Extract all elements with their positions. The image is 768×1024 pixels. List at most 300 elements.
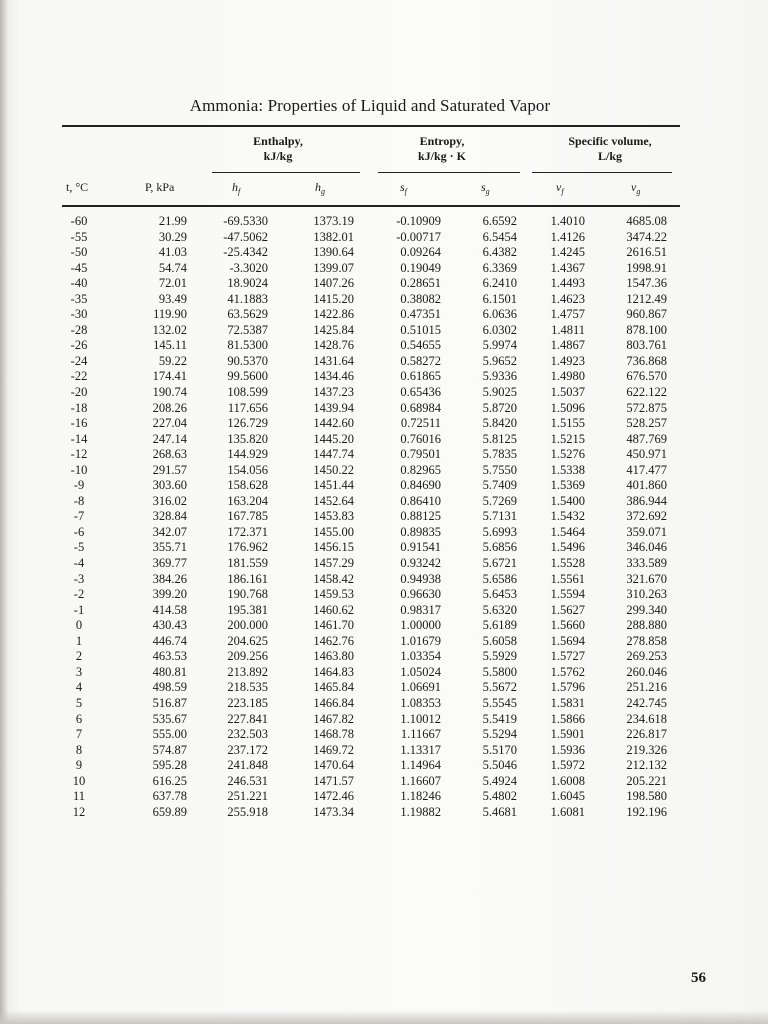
table-cell-hf: -3.3020 (229, 260, 268, 275)
table-row (0, 649, 768, 665)
table-cell-sf: 0.58272 (400, 353, 441, 368)
table-cell-hg: 1467.82 (313, 711, 354, 726)
table-cell-sg: 5.5419 (482, 711, 517, 726)
table-cell-sg: 5.9974 (482, 338, 517, 353)
table-cell-t: -8 (73, 493, 85, 508)
table-cell-hg: 1407.26 (313, 276, 354, 291)
table-cell-sf: 0.84690 (400, 478, 441, 493)
table-cell-p: 555.00 (152, 727, 187, 742)
table-row (0, 494, 768, 510)
table-cell-hf: 186.161 (227, 571, 268, 586)
table-cell-sf: 0.93242 (400, 556, 441, 571)
table-cell-hg: 1464.83 (313, 664, 354, 679)
table-cell-p: 54.74 (158, 260, 187, 275)
table-row (0, 323, 768, 339)
table-cell-hg: 1456.15 (313, 540, 354, 555)
table-cell-hf: 41.1883 (227, 291, 268, 306)
table-cell-vf: 1.5972 (550, 758, 585, 773)
table-row (0, 758, 768, 774)
table-cell-sg: 5.8720 (482, 400, 517, 415)
table-cell-p: 268.63 (152, 447, 187, 462)
table-cell-t: -35 (70, 291, 88, 306)
table-cell-p: 30.29 (158, 229, 187, 244)
table-cell-hg: 1462.76 (313, 633, 354, 648)
table-cell-sf: 1.00000 (400, 618, 441, 633)
table-cell-sg: 5.6058 (482, 633, 517, 648)
table-cell-t: 8 (75, 742, 83, 757)
table-cell-t: -50 (70, 245, 88, 260)
table-cell-hf: 18.9024 (227, 276, 268, 291)
table-row (0, 463, 768, 479)
table-cell-sg: 5.6856 (482, 540, 517, 555)
table-cell-vf: 1.5155 (550, 416, 585, 431)
column-header-sg: $s_g$ (481, 180, 490, 196)
table-cell-sg: 5.7269 (482, 493, 517, 508)
table-cell-sf: 0.88125 (400, 509, 441, 524)
table-cell-t: 2 (75, 649, 83, 664)
table-cell-t: -6 (73, 524, 85, 539)
table-cell-hf: 209.256 (227, 649, 268, 664)
table-row (0, 214, 768, 230)
table-title: Ammonia: Properties of Liquid and Saturated Vapor (189, 96, 551, 115)
table-cell-sg: 6.6592 (482, 214, 517, 228)
table-cell-vf: 1.4010 (550, 214, 585, 228)
table-cell-sg: 5.5294 (482, 727, 517, 742)
table-cell-vg: 401.860 (626, 478, 667, 493)
table-cell-hg: 1466.84 (313, 695, 354, 710)
table-cell-hg: 1439.94 (313, 400, 354, 415)
table-cell-p: 328.84 (152, 509, 187, 524)
table-cell-hg: 1460.62 (313, 602, 354, 617)
table-cell-p: 637.78 (152, 789, 187, 804)
table-cell-vg: 487.769 (626, 431, 667, 446)
table-row (0, 556, 768, 572)
table-cell-sg: 6.4382 (482, 245, 517, 260)
table-cell-p: 59.22 (158, 353, 187, 368)
table-cell-vf: 1.5627 (550, 602, 585, 617)
table-cell-hf: 167.785 (227, 509, 268, 524)
table-cell-sf: 0.76016 (400, 431, 441, 446)
table-cell-hf: 200.000 (227, 618, 268, 633)
table-cell-vf: 1.4245 (550, 245, 585, 260)
column-header-vg: $v_g$ (631, 180, 641, 196)
table-cell-sf: 0.38082 (400, 291, 441, 306)
table-cell-sf: 0.47351 (400, 307, 441, 322)
table-cell-vg: 1547.36 (626, 276, 667, 291)
table-cell-vf: 1.5866 (550, 711, 585, 726)
table-cell-sf: 1.05024 (400, 664, 441, 679)
table-cell-t: -18 (70, 400, 88, 415)
table-cell-p: 384.26 (152, 571, 187, 586)
table-row (0, 525, 768, 541)
enthalpy-group-unit: kJ/kg (263, 149, 293, 163)
table-cell-vg: 372.692 (626, 509, 667, 524)
table-cell-hf: 135.820 (227, 431, 268, 446)
table-cell-hg: 1470.64 (313, 758, 354, 773)
table-cell-sg: 5.6453 (482, 587, 517, 602)
table-cell-sf: 1.13317 (400, 742, 441, 757)
table-cell-vg: 359.071 (626, 524, 667, 539)
table-cell-vf: 1.5660 (550, 618, 585, 633)
table-cell-t: -2 (73, 587, 85, 602)
table-cell-sg: 6.1501 (482, 291, 517, 306)
table-cell-t: -10 (70, 462, 88, 477)
table-row (0, 401, 768, 417)
table-cell-sf: 0.61865 (400, 369, 441, 384)
table-cell-t: 1 (75, 633, 83, 648)
volume-group-header (540, 134, 680, 164)
table-cell-p: 303.60 (152, 478, 187, 493)
table-cell-t: -22 (70, 369, 88, 384)
table-cell-p: 369.77 (152, 556, 187, 571)
table-cell-hg: 1390.64 (313, 245, 354, 260)
table-cell-p: 291.57 (152, 462, 187, 477)
table-cell-t: -45 (70, 260, 88, 275)
table-cell-vf: 1.5936 (550, 742, 585, 757)
table-cell-hf: 158.628 (227, 478, 268, 493)
table-cell-t: 6 (75, 711, 83, 726)
table-cell-t: 11 (72, 789, 86, 804)
table-cell-sg: 5.5800 (482, 664, 517, 679)
table-cell-sf: 1.10012 (400, 711, 441, 726)
table-cell-vf: 1.5400 (550, 493, 585, 508)
table-cell-p: 227.04 (152, 416, 187, 431)
table-cell-sg: 5.9652 (482, 353, 517, 368)
entropy-group-unit: kJ/kg · K (417, 149, 467, 163)
table-cell-vg: 3474.22 (626, 229, 667, 244)
enthalpy-group-rule (212, 172, 360, 173)
table-cell-vg: 234.618 (626, 711, 667, 726)
table-cell-hg: 1373.19 (313, 214, 354, 228)
table-cell-vg: 212.132 (626, 758, 667, 773)
table-cell-sf: 0.94938 (400, 571, 441, 586)
table-cell-vf: 1.5276 (550, 447, 585, 462)
table-cell-hg: 1457.29 (313, 556, 354, 571)
table-cell-vf: 1.4623 (550, 291, 585, 306)
table-cell-sg: 6.3369 (482, 260, 517, 275)
table-cell-p: 247.14 (152, 431, 187, 446)
table-cell-hf: 255.918 (227, 804, 268, 819)
table-cell-vf: 1.5901 (550, 727, 585, 742)
table-cell-sf: -0.00717 (396, 229, 441, 244)
table-cell-t: -12 (70, 447, 88, 462)
table-row (0, 245, 768, 261)
table-row (0, 354, 768, 370)
table-cell-p: 21.99 (158, 214, 187, 228)
table-cell-sf: 0.51015 (400, 322, 441, 337)
table-cell-vf: 1.4493 (550, 276, 585, 291)
table-cell-t: -7 (73, 509, 85, 524)
table-cell-vf: 1.5528 (550, 556, 585, 571)
table-cell-sf: 1.18246 (400, 789, 441, 804)
table-cell-hf: 204.625 (227, 633, 268, 648)
table-cell-hg: 1458.42 (313, 571, 354, 586)
table-row (0, 292, 768, 308)
table-row (0, 774, 768, 790)
table-row (0, 385, 768, 401)
table-cell-vf: 1.6081 (550, 804, 585, 819)
table-row (0, 416, 768, 432)
table-cell-vf: 1.5796 (550, 680, 585, 695)
table-cell-hg: 1469.72 (313, 742, 354, 757)
table-cell-vg: 251.216 (626, 680, 667, 695)
table-cell-p: 41.03 (158, 245, 187, 260)
table-cell-hf: 241.848 (227, 758, 268, 773)
table-cell-hf: 218.535 (227, 680, 268, 695)
table-cell-vg: 192.196 (626, 804, 667, 819)
table-row (0, 743, 768, 759)
table-cell-sf: 0.82965 (400, 462, 441, 477)
table-cell-vf: 1.5561 (550, 571, 585, 586)
table-row (0, 230, 768, 246)
table-cell-hf: 227.841 (227, 711, 268, 726)
table-cell-hf: 172.371 (227, 524, 268, 539)
table-cell-hg: 1415.20 (313, 291, 354, 306)
table-cell-t: -20 (70, 385, 88, 400)
table-cell-hf: 144.929 (227, 447, 268, 462)
table-cell-hf: -69.5330 (223, 214, 268, 228)
table-row (0, 572, 768, 588)
table-cell-sf: 0.54655 (400, 338, 441, 353)
table-cell-vg: 333.589 (626, 556, 667, 571)
table-cell-t: 10 (72, 773, 86, 788)
table-row (0, 478, 768, 494)
table-cell-sg: 6.5454 (482, 229, 517, 244)
table-cell-vf: 1.4980 (550, 369, 585, 384)
table-cell-sg: 5.7131 (482, 509, 517, 524)
table-cell-vf: 1.5694 (550, 633, 585, 648)
table-cell-p: 72.01 (158, 276, 187, 291)
table-body (0, 214, 768, 820)
table-cell-vg: 528.257 (626, 416, 667, 431)
table-cell-vg: 4685.08 (626, 214, 667, 228)
table-cell-vg: 269.253 (626, 649, 667, 664)
table-cell-sf: 1.01679 (400, 633, 441, 648)
table-cell-hf: 154.056 (227, 462, 268, 477)
table-cell-p: 399.20 (152, 587, 187, 602)
table-cell-t: -26 (70, 338, 88, 353)
table-cell-hf: 195.381 (227, 602, 268, 617)
table-cell-hg: 1437.23 (313, 385, 354, 400)
table-cell-t: 9 (75, 758, 83, 773)
table-cell-hg: 1442.60 (313, 416, 354, 431)
table-cell-hf: 176.962 (227, 540, 268, 555)
column-header-temperature: t, °C (66, 180, 89, 194)
table-cell-vf: 1.6045 (550, 789, 585, 804)
table-cell-vg: 346.046 (626, 540, 667, 555)
table-cell-vf: 1.5496 (550, 540, 585, 555)
table-cell-sg: 5.8125 (482, 431, 517, 446)
table-cell-sf: 0.89835 (400, 524, 441, 539)
table-cell-p: 516.87 (152, 695, 187, 710)
table-cell-t: -28 (70, 322, 88, 337)
table-cell-vf: 1.5215 (550, 431, 585, 446)
table-cell-vf: 1.5594 (550, 587, 585, 602)
table-cell-sg: 5.8420 (482, 416, 517, 431)
table-cell-vg: 417.477 (626, 462, 667, 477)
table-cell-p: 480.81 (152, 664, 187, 679)
table-cell-hf: 190.768 (227, 587, 268, 602)
table-cell-hf: 213.892 (227, 664, 268, 679)
table-cell-t: -55 (70, 229, 88, 244)
table-cell-p: 119.90 (153, 307, 187, 322)
table-cell-sf: 0.96630 (400, 587, 441, 602)
table-row (0, 509, 768, 525)
table-row (0, 603, 768, 619)
table-cell-sf: 0.28651 (400, 276, 441, 291)
table-row (0, 261, 768, 277)
table-cell-sg: 5.5672 (482, 680, 517, 695)
table-cell-hf: 237.172 (227, 742, 268, 757)
table-cell-p: 190.74 (152, 385, 187, 400)
table-cell-sg: 5.4802 (482, 789, 517, 804)
table-row (0, 727, 768, 743)
table-cell-p: 316.02 (152, 493, 187, 508)
table-cell-t: -60 (70, 214, 88, 228)
table-cell-vg: 260.046 (626, 664, 667, 679)
table-cell-hg: 1451.44 (313, 478, 354, 493)
table-cell-hf: -47.5062 (223, 229, 268, 244)
table-cell-hg: 1447.74 (313, 447, 354, 462)
table-cell-hg: 1455.00 (313, 524, 354, 539)
table-cell-sg: 5.5170 (482, 742, 517, 757)
table-cell-hg: 1452.64 (313, 493, 354, 508)
table-cell-sg: 5.7409 (482, 478, 517, 493)
table-cell-vf: 1.5338 (550, 462, 585, 477)
table-cell-vg: 386.944 (626, 493, 667, 508)
table-cell-sg: 5.6189 (482, 618, 517, 633)
table-cell-p: 355.71 (152, 540, 187, 555)
table-row (0, 665, 768, 681)
table-cell-hf: 251.221 (227, 789, 268, 804)
table-cell-sf: 0.68984 (400, 400, 441, 415)
table-cell-t: -14 (70, 431, 88, 446)
table-cell-p: 93.49 (158, 291, 187, 306)
table-row (0, 634, 768, 650)
table-cell-t: 4 (75, 680, 83, 695)
table-cell-hg: 1461.70 (313, 618, 354, 633)
column-header-hg: $h_g$ (315, 180, 325, 196)
table-cell-t: -1 (73, 602, 85, 617)
table-cell-sf: 0.86410 (400, 493, 441, 508)
enthalpy-group-label: Enthalpy, (253, 134, 303, 148)
entropy-group-header (392, 134, 492, 164)
table-cell-vf: 1.4757 (550, 307, 585, 322)
table-cell-vf: 1.5096 (550, 400, 585, 415)
table-cell-sf: 1.03354 (400, 649, 441, 664)
table-cell-hg: 1472.46 (313, 789, 354, 804)
table-cell-t: -9 (73, 478, 85, 493)
table-cell-sg: 5.5545 (482, 695, 517, 710)
table-cell-vf: 1.6008 (550, 773, 585, 788)
table-cell-vg: 736.868 (626, 353, 667, 368)
table-cell-vf: 1.4923 (550, 353, 585, 368)
table-cell-vg: 205.221 (626, 773, 667, 788)
table-cell-p: 208.26 (152, 400, 187, 415)
table-cell-vf: 1.5369 (550, 478, 585, 493)
table-cell-p: 535.67 (152, 711, 187, 726)
table-cell-hg: 1428.76 (313, 338, 354, 353)
table-row (0, 447, 768, 463)
table-cell-vf: 1.5727 (550, 649, 585, 664)
table-cell-hf: 81.5300 (227, 338, 268, 353)
table-cell-sf: 0.79501 (400, 447, 441, 462)
table-cell-sg: 5.4924 (482, 773, 517, 788)
table-cell-sg: 5.9336 (482, 369, 517, 384)
table-cell-sf: 0.65436 (400, 385, 441, 400)
table-row (0, 680, 768, 696)
table-cell-t: -16 (70, 416, 88, 431)
table-cell-hg: 1459.53 (313, 587, 354, 602)
table-cell-p: 463.53 (152, 649, 187, 664)
table-row (0, 540, 768, 556)
table-cell-sg: 5.5929 (482, 649, 517, 664)
table-cell-sf: 0.91541 (400, 540, 441, 555)
table-cell-hg: 1431.64 (313, 353, 354, 368)
table-cell-vg: 1212.49 (626, 291, 667, 306)
table-cell-sg: 6.2410 (482, 276, 517, 291)
header-rule (62, 205, 680, 207)
table-cell-vg: 2616.51 (626, 245, 667, 260)
table-cell-vg: 622.122 (626, 385, 667, 400)
table-cell-t: 3 (75, 664, 83, 679)
table-cell-sf: 1.06691 (400, 680, 441, 695)
table-cell-vf: 1.4126 (550, 229, 585, 244)
table-row (0, 338, 768, 354)
table-cell-p: 414.58 (152, 602, 187, 617)
table-row (0, 618, 768, 634)
table-cell-hf: 246.531 (227, 773, 268, 788)
table-cell-sf: 1.14964 (400, 758, 441, 773)
table-cell-p: 616.25 (152, 773, 187, 788)
table-cell-hg: 1463.80 (313, 649, 354, 664)
table-cell-sg: 6.0302 (482, 322, 517, 337)
table-cell-vg: 572.875 (626, 400, 667, 415)
table-cell-hg: 1399.07 (313, 260, 354, 275)
column-header-vf: $v_f$ (556, 180, 564, 196)
table-cell-hf: 117.656 (227, 400, 268, 415)
page-number: 56 (691, 970, 706, 986)
table-cell-sg: 6.0636 (482, 307, 517, 322)
table-cell-t: -24 (70, 353, 88, 368)
table-row (0, 805, 768, 821)
table-cell-hg: 1425.84 (313, 322, 354, 337)
table-cell-hf: 90.5370 (227, 353, 268, 368)
table-cell-sg: 5.6993 (482, 524, 517, 539)
table-cell-t: -5 (73, 540, 85, 555)
table-cell-p: 145.11 (153, 338, 187, 353)
table-cell-hg: 1382.01 (313, 229, 354, 244)
table-cell-sf: 0.19049 (400, 260, 441, 275)
table-cell-vf: 1.5762 (550, 664, 585, 679)
table-cell-vf: 1.4811 (551, 322, 585, 337)
table-cell-sg: 5.6721 (482, 556, 517, 571)
table-cell-vg: 878.100 (626, 322, 667, 337)
table-cell-hf: -25.4342 (223, 245, 268, 260)
column-header-pressure: P, kPa (145, 180, 175, 194)
table-cell-vg: 450.971 (626, 447, 667, 462)
table-cell-p: 595.28 (152, 758, 187, 773)
table-cell-sf: 0.72511 (400, 416, 441, 431)
table-cell-vf: 1.5831 (550, 695, 585, 710)
table-cell-hg: 1450.22 (313, 462, 354, 477)
table-cell-hf: 63.5629 (227, 307, 268, 322)
table-cell-hg: 1453.83 (313, 509, 354, 524)
volume-group-unit: L/kg (597, 149, 622, 163)
table-cell-p: 446.74 (152, 633, 187, 648)
entropy-group-rule (378, 172, 520, 173)
entropy-group-label: Entropy, (419, 134, 465, 148)
